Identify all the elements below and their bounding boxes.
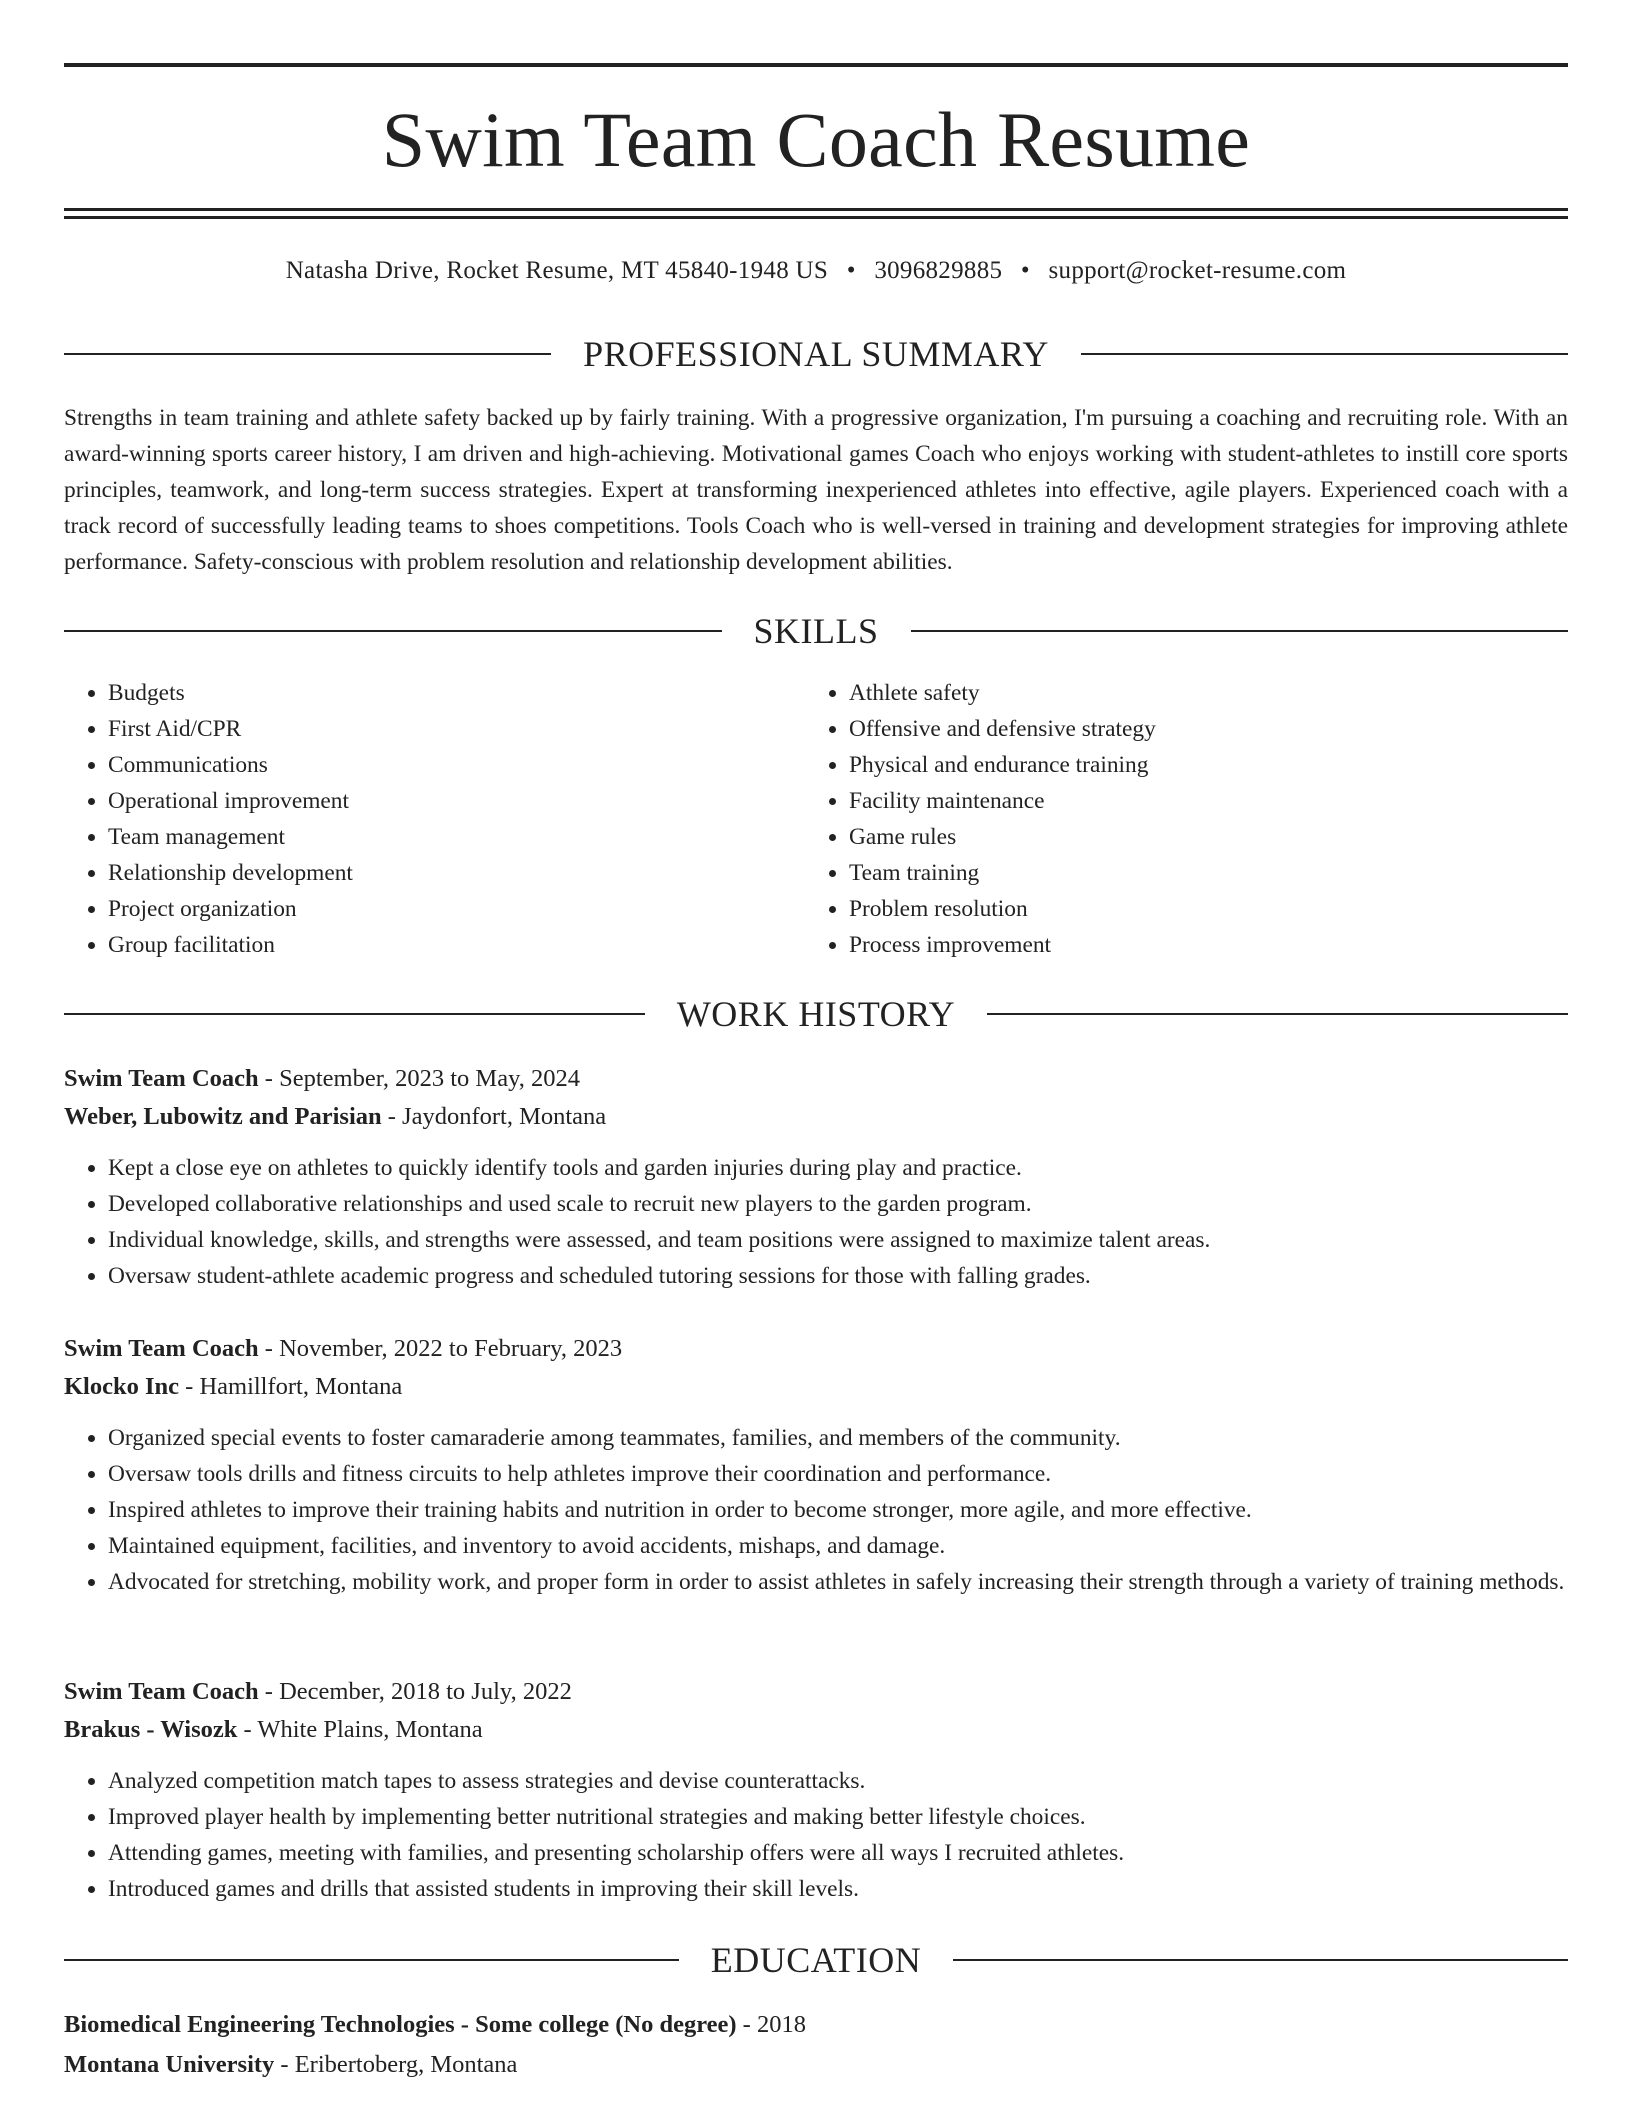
- skill-item: • Relationship development: [108, 855, 804, 891]
- job-bullet: • Oversaw student-athlete academic progress and scheduled tutoring sessions for those with falling grades.: [108, 1258, 1568, 1294]
- job-title: Swim Team Coach: [64, 1065, 259, 1092]
- skills-list-right: [805, 675, 1565, 963]
- job-company: Brakus - Wisozk: [64, 1716, 238, 1743]
- summary-text: Strengths in team training and athlete safety backed up by fairly training. With a progressive organization, I'm pursuing a coaching and recruiting role. With an award-winning sports career history, I am driven and high-achieving. Motivational games Coach who enjoys working with student-athletes to instill core sports principles, teamwork, and long-term success strategies. Expert at transforming inexperienced athletes into effective, agile players. Experienced coach with a track record of successfully leading teams to shoes competitions. Tools Coach who is well-versed in training and development strategies for improving athlete performance. Safety-conscious with problem resolution and relationship development abilities.: [64, 405, 1568, 575]
- job-bullet: • Improved player health by implementing better nutritional strategies and making better lifestyle choices.: [108, 1799, 1568, 1835]
- skill-item: • Game rules: [849, 819, 1565, 855]
- job-company-line: [64, 1368, 1568, 1406]
- job-entry: [64, 1673, 1568, 1907]
- skill-item: • Team management: [108, 819, 804, 855]
- section-rule: [64, 630, 722, 632]
- skill-item: • Problem resolution: [849, 891, 1565, 927]
- section-rule: [987, 1013, 1568, 1015]
- section-rule: [911, 630, 1569, 632]
- job-bullet: • Organized special events to foster camaraderie among teammates, families, and members of the community.: [108, 1420, 1568, 1456]
- job-bullets: [64, 1150, 1568, 1294]
- education-degree: Biomedical Engineering Technologies - Some college (No degree): [64, 2011, 737, 2038]
- job-entry: [64, 1330, 1568, 1600]
- section-rule: [64, 1959, 679, 1961]
- resume-title: Swim Team Coach Resume: [381, 96, 1251, 183]
- job-title: Swim Team Coach: [64, 1335, 259, 1362]
- contact-email: support@rocket-resume.com: [1048, 257, 1347, 284]
- education-entry: [64, 2005, 1568, 2085]
- job-bullet: • Individual knowledge, skills, and strengths were assessed, and team positions were assigned to maximize talent areas.: [108, 1222, 1568, 1258]
- skills-list-left: [64, 675, 804, 963]
- job-location: - Hamillfort, Montana: [179, 1373, 403, 1400]
- section-rule: [1081, 353, 1568, 355]
- job-company: Klocko Inc: [64, 1373, 180, 1400]
- skill-item: • Physical and endurance training: [849, 747, 1565, 783]
- job-title: Swim Team Coach: [64, 1678, 259, 1705]
- skill-item: • Athlete safety: [849, 675, 1565, 711]
- job-bullet: • Maintained equipment, facilities, and inventory to avoid accidents, mishaps, and damage.: [108, 1528, 1568, 1564]
- job-location: - White Plains, Montana: [237, 1716, 483, 1743]
- education-school: Montana University: [64, 2051, 275, 2078]
- education-school-line: [64, 2045, 1568, 2085]
- section-rule: [64, 353, 551, 355]
- section-title: WORK HISTORY: [676, 994, 956, 1034]
- job-bullet: • Developed collaborative relationships and used scale to recruit new players to the garden program.: [108, 1186, 1568, 1222]
- job-location: - Jaydonfort, Montana: [381, 1103, 607, 1130]
- skill-item: • First Aid/CPR: [108, 711, 804, 747]
- section-title: EDUCATION: [710, 1940, 922, 1980]
- section-rule: [953, 1959, 1568, 1961]
- education-degree-line: [64, 2005, 1568, 2045]
- skill-item: • Budgets: [108, 675, 804, 711]
- skill-item: • Team training: [849, 855, 1565, 891]
- job-company: Weber, Lubowitz and Parisian: [64, 1103, 382, 1130]
- education-location: - Eribertoberg, Montana: [274, 2051, 518, 2078]
- section-header-summary: [64, 332, 1568, 376]
- job-company-line: [64, 1098, 1568, 1136]
- job-bullet: • Attending games, meeting with families, and presenting scholarship offers were all ways I recruited athletes.: [108, 1835, 1568, 1871]
- skills-column-right: [805, 675, 1565, 963]
- contact-separator: •: [846, 257, 856, 284]
- section-header-education: [64, 1938, 1568, 1982]
- contact-address: Natasha Drive, Rocket Resume, MT 45840-1948 US: [285, 257, 829, 284]
- contact-phone: 3096829885: [874, 257, 1003, 284]
- job-bullet: • Analyzed competition match tapes to assess strategies and devise counterattacks.: [108, 1763, 1568, 1799]
- contact-line: [64, 254, 1568, 288]
- section-title: SKILLS: [753, 611, 879, 651]
- section-rule: [64, 1013, 645, 1015]
- title-rule-upper: [64, 208, 1568, 211]
- job-bullet: • Advocated for stretching, mobility work, and proper form in order to assist athletes in safely increasing their strength through a variety of training methods.: [108, 1564, 1568, 1600]
- job-bullet: • Inspired athletes to improve their training habits and nutrition in order to become stronger, more agile, and more effective.: [108, 1492, 1568, 1528]
- job-bullet: • Introduced games and drills that assisted students in improving their skill levels.: [108, 1871, 1568, 1907]
- skill-item: • Facility maintenance: [849, 783, 1565, 819]
- top-rule: [64, 63, 1568, 67]
- skill-item: • Project organization: [108, 891, 804, 927]
- skill-item: • Group facilitation: [108, 927, 804, 963]
- section-header-skills: [64, 609, 1568, 653]
- job-dates: - December, 2018 to July, 2022: [258, 1678, 572, 1705]
- skill-item: • Communications: [108, 747, 804, 783]
- job-company-line: [64, 1711, 1568, 1749]
- job-title-line: [64, 1060, 1568, 1098]
- section-title: PROFESSIONAL SUMMARY: [583, 334, 1049, 374]
- education-year: - 2018: [736, 2011, 806, 2038]
- title-rule-lower: [64, 216, 1568, 219]
- job-title-line: [64, 1673, 1568, 1711]
- skill-item: • Process improvement: [849, 927, 1565, 963]
- section-header-work: [64, 992, 1568, 1036]
- contact-separator: •: [1020, 257, 1030, 284]
- job-bullet: • Oversaw tools drills and fitness circuits to help athletes improve their coordination and performance.: [108, 1456, 1568, 1492]
- job-title-line: [64, 1330, 1568, 1368]
- job-dates: - September, 2023 to May, 2024: [258, 1065, 580, 1092]
- job-dates: - November, 2022 to February, 2023: [258, 1335, 623, 1362]
- job-bullet: • Kept a close eye on athletes to quickly identify tools and garden injuries during play and practice.: [108, 1150, 1568, 1186]
- job-bullets: [64, 1420, 1568, 1600]
- job-bullets: [64, 1763, 1568, 1907]
- skill-item: • Offensive and defensive strategy: [849, 711, 1565, 747]
- job-entry: [64, 1060, 1568, 1294]
- skills-column-left: [64, 675, 804, 963]
- skill-item: • Operational improvement: [108, 783, 804, 819]
